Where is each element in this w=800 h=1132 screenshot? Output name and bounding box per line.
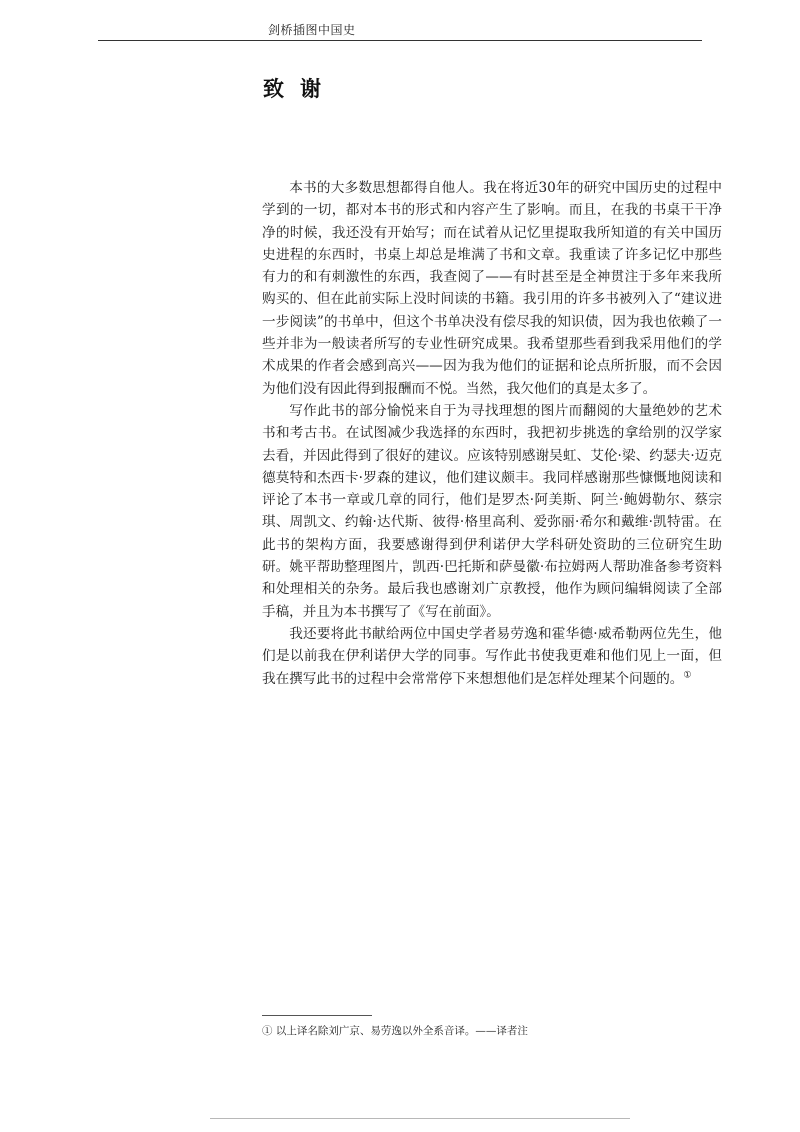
body-text <box>262 177 722 690</box>
bottom-edge-rule <box>210 1118 630 1119</box>
paragraph-1: 本书的大多数思想都得自他人。我在将近30年的研究中国历史的过程中学到的一切，都对本书的形式和内容产生了影响。而且，在我的书桌干干净净的时候，我还没有开始写；而在试着从记忆里提取我所知道的有关中国历史进程的东西时，书桌上却总是堆满了书和文章。我重读了许多记忆中那些有力的和有刺激性的东西，我查阅了——有时甚至是全神贯注于多年来我所购买的、但在此前实际上没时间读的书籍。我引用的许多书被列入了“建议进一步阅读”的书单中，但这个书单决没有偿尽我的知识债，因为我也依赖了一些并非为一般读者所写的专业性研究成果。我希望那些看到我采用他们的学术成果的作者会感到高兴——因为我为他们的证据和论点所折服，而不会因为他们没有因此得到报酬而不悦。当然，我欠他们的真是太多了。 <box>262 180 722 397</box>
paragraph-3-text: 我还要将此书献给两位中国史学者易劳逸和霍华德·威希勒两位先生，他们是以前我在伊利诺伊大学的同事。写作此书使我更难和他们见上一面，但我在撰写此书的过程中会常常停下来想想他们是怎样处理某个问题的。 <box>262 625 722 687</box>
paragraph-2: 写作此书的部分愉悦来自于为寻找理想的图片而翻阅的大量绝妙的艺术书和考古书。在试图减少我选择的东西时，我把初步挑选的拿给别的汉学家去看，并因此得到了很好的建议。应该特别感谢吴虹、艾伦·梁、约瑟夫·迈克德莫特和杰西卡·罗森的建议，他们建议颇丰。我同样感谢那些慷慨地阅读和评论了本书一章或几章的同行，他们是罗杰·阿美斯、阿兰·鲍姆勒尔、蔡宗琪、周凯文、约翰·达代斯、彼得·格里高利、爱弥丽·希尔和戴维·凯特雷。在此书的架构方面，我要感谢得到伊利诺伊大学科研处资助的三位研究生助研。姚平帮助整理图片，凯西·巴托斯和萨曼徽·布拉姆两人帮助准备参考资料和处理相关的杂务。最后我也感谢刘广京教授，他作为顾问编辑阅读了全部手稿，并且为本书撰写了《写在前面》。 <box>262 402 722 620</box>
running-head: 剑桥插图中国史 <box>268 23 356 37</box>
footnote: ① 以上译名除刘广京、易劳逸以外全系音译。——译者注 <box>262 1025 528 1037</box>
chapter-title: 致谢 <box>263 76 337 101</box>
paragraph-3 <box>262 623 722 690</box>
footnote-reference: ① <box>683 670 692 680</box>
header-rule <box>98 40 702 41</box>
footnote-rule <box>262 1015 372 1016</box>
